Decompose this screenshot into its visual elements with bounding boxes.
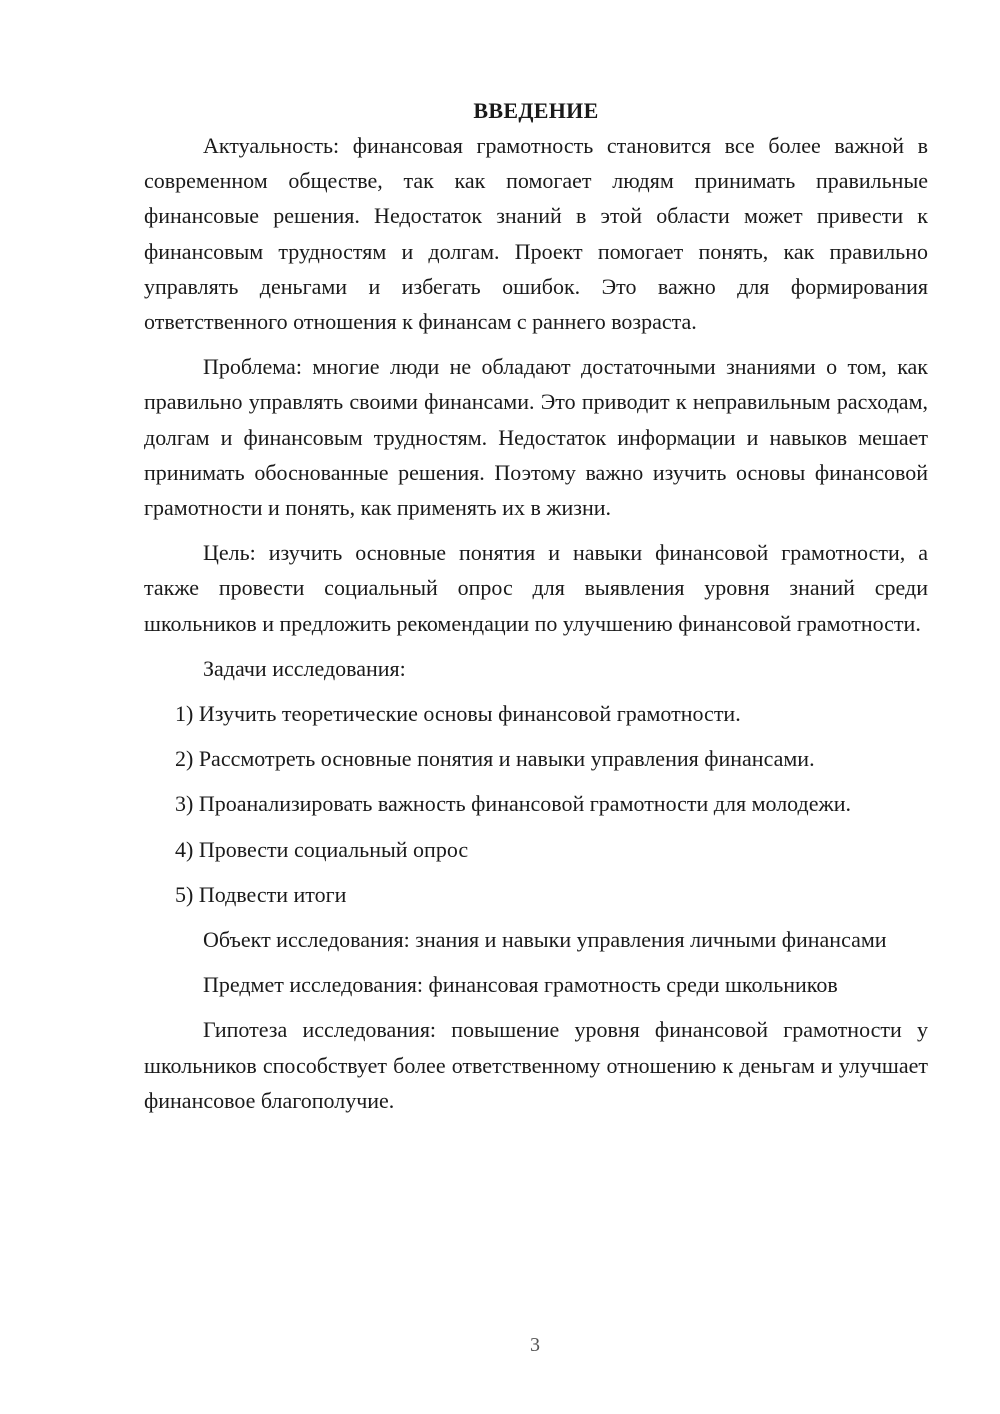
subject-paragraph: Предмет исследования: финансовая грамотность среди школьников — [203, 972, 838, 998]
problem-paragraph: Проблема: многие люди не обладают достаточными знаниями о том, как правильно управлять своими финансами. Это приводит к неправильным расходам, долгам и финансовым трудностям. Недостаток информации и навыков мешает принимать обоснованные решения. Поэтому важно изучить основы финансовой грамотности и понять, как применять их в жизни. — [144, 354, 928, 521]
relevance-paragraph: Актуальность: финансовая грамотность становится все более важной в современном обществе, так как помогает людям принимать правильные финансовые решения. Недостаток знаний в этой области может привести к финансовым трудностям и долгам. Проект помогает понять, как правильно управлять деньгами и избегать ошибок. Это важно для формирования ответственного отношения к финансам с раннего возраста. — [144, 133, 928, 335]
task-item-5: 5) Подвести итоги — [175, 881, 347, 907]
page-content — [144, 94, 928, 1128]
tasks-title: Задачи исследования: — [203, 655, 406, 681]
task-item-2: 2) Рассмотреть основные понятия и навыки управления финансами. — [175, 746, 815, 772]
task-item-3: 3) Проанализировать важность финансовой грамотности для молодежи. — [175, 791, 851, 817]
task-item-4: 4) Провести социальный опрос — [175, 836, 469, 862]
task-item-1: 1) Изучить теоретические основы финансовой грамотности. — [175, 701, 741, 727]
section-heading: ВВЕДЕНИЕ — [473, 98, 599, 123]
page-number: 3 — [530, 1334, 540, 1356]
object-paragraph: Объект исследования: знания и навыки управления личными финансами — [203, 927, 887, 953]
hypothesis-paragraph: Гипотеза исследования: повышение уровня финансовой грамотности у школьников способствует более ответственному отношению к деньгам и улучшает финансовое благополучие. — [144, 1017, 928, 1113]
goal-paragraph: Цель: изучить основные понятия и навыки финансовой грамотности, а также провести социальный опрос для выявления уровня знаний среди школьников и предложить рекомендации по улучшению финансовой грамотности. — [144, 540, 928, 636]
